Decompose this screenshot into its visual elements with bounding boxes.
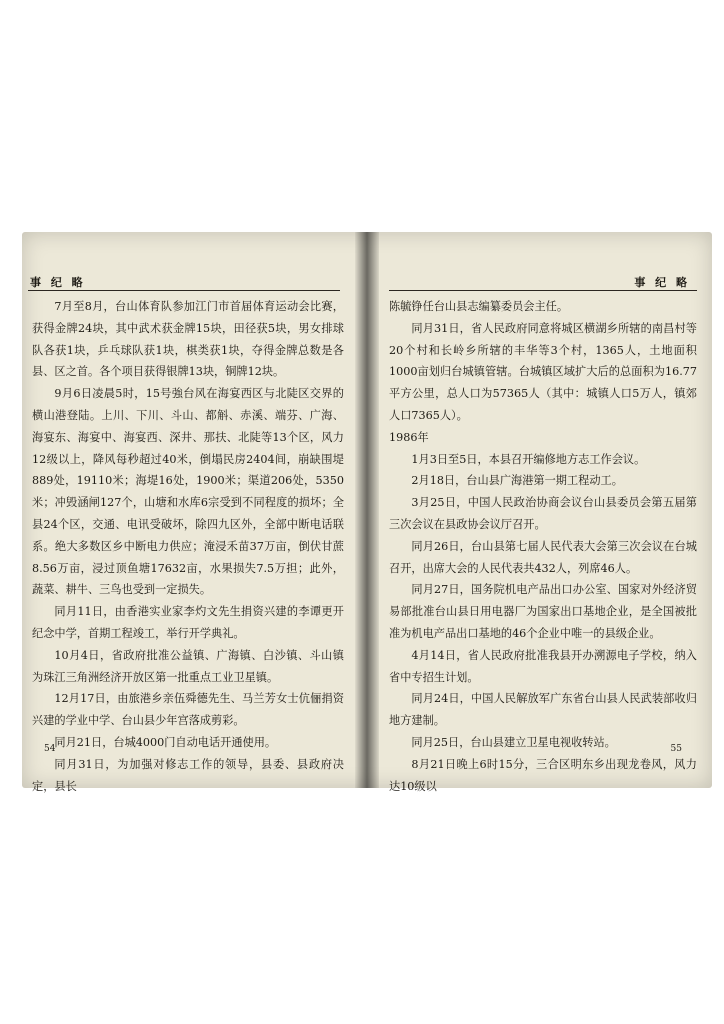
continuation-line: 陈毓铮任台山县志编纂委员会主任。	[389, 300, 569, 313]
paragraph: 4月14日，省人民政府批准我县开办溯源电子学校，纳入省中专招生计划。	[389, 648, 697, 684]
page-number: 55	[670, 744, 682, 754]
paragraph: 2月18日，台山县广海港第一期工程动工。	[411, 474, 623, 488]
page-body	[32, 296, 344, 797]
year-heading: 1986年	[389, 430, 429, 444]
paragraph: 3月25日，中国人民政治协商会议台山县委员会第五届第三次会议在县政协会议厅召开。	[389, 496, 697, 531]
page-body	[389, 296, 697, 797]
right-page	[367, 232, 712, 793]
paragraph: 7月至8月，台山体育队参加江门市首届体育运动会比赛，获得金牌24块，其中武术获金牌15块，田径获5块，男女排球队各获1块，乒乓球队获1块，棋类获1块，夺得金牌总数是各县、区之首。各个项目获得银牌13块，铜牌12块。	[32, 300, 344, 379]
page-number: 54	[44, 744, 56, 754]
paragraph: 同月31日，为加强对修志工作的领导，县委、县政府决定，县长	[32, 757, 344, 793]
paragraph: 10月4日，省政府批准公益镇、广海镇、白沙镇、斗山镇为珠江三角洲经济开放区第一批重点工业卫星镇。	[32, 648, 344, 684]
header-rule	[28, 290, 340, 291]
paragraph: 同月11日，由香港实业家李灼文先生捐资兴建的李谭更开纪念中学，首期工程竣工，举行开学典礼。	[32, 605, 344, 640]
paragraph: 同月26日，台山县第七届人民代表大会第三次会议在台城召开，出席大会的人民代表共432人，列席46人。	[389, 539, 697, 575]
paragraph: 8月21日晚上6时15分，三合区明东乡出现龙卷风，风力达10级以	[389, 757, 697, 793]
left-page	[22, 232, 367, 793]
paragraph: 12月17日，由旅港乡亲伍舜德先生、马兰芳女士伉俪捐资兴建的学业中学、台山县少年宫落成剪彩。	[32, 692, 344, 728]
paragraph: 同月24日，中国人民解放军广东省台山县人民武装部收归地方建制。	[389, 692, 697, 728]
book-spread	[22, 232, 712, 793]
page-header: 事 纪 略	[634, 276, 690, 289]
paragraph: 同月27日，国务院机电产品出口办公室、国家对外经济贸易部批准台山县日用电器厂为国家出口基地企业，是全国被批准为机电产品出口基地的46个企业中唯一的县级企业。	[389, 583, 697, 640]
paragraph: 同月31日，省人民政府同意将城区横湖乡所辖的南昌村等20个村和长岭乡所辖的丰华等3个村，1365人，土地面积1000亩划归台城镇管辖。台城镇区域扩大后的总面积为16.77平方公里，总人口为57365人（其中：城镇人口5万人，镇郊人口7365人）。	[389, 321, 697, 422]
page-header: 事 纪 略	[30, 276, 86, 289]
paragraph: 9月6日凌晨5时，15号強台风在海宴西区与北陡区交界的横山港登陆。上川、下川、斗山、都斛、赤溪、端芬、广海、海宴东、海宴中、海宴西、深井、那扶、北陡等13个区，风力12级以上，降风每秒超过40米，倒塌民房2404间，崩缺围堤889处，19110米；海堤16处，1900米；渠道206处，5350米；冲毁涵闸127个，山塘和水库6宗受到不同程度的损坏；全县24个区，交通、电讯受破坏，除四九区外，全部中断电话联系。绝大多数区乡中断电力供应；淹浸禾苗37万亩，倒伏甘蔗8.56万亩，浸过顶鱼塘17632亩，水果损失7.5万担；此外，蔬菜、耕牛、三鸟也受到一定损失。	[32, 387, 344, 597]
header-rule	[389, 290, 697, 291]
paragraph: 同月21日，台城4000门自动电话开通使用。	[54, 735, 277, 749]
paragraph: 同月25日，台山县建立卫星电视收转站。	[411, 735, 616, 749]
paragraph: 1月3日至5日，本县召开编修地方志工作会议。	[411, 452, 646, 466]
